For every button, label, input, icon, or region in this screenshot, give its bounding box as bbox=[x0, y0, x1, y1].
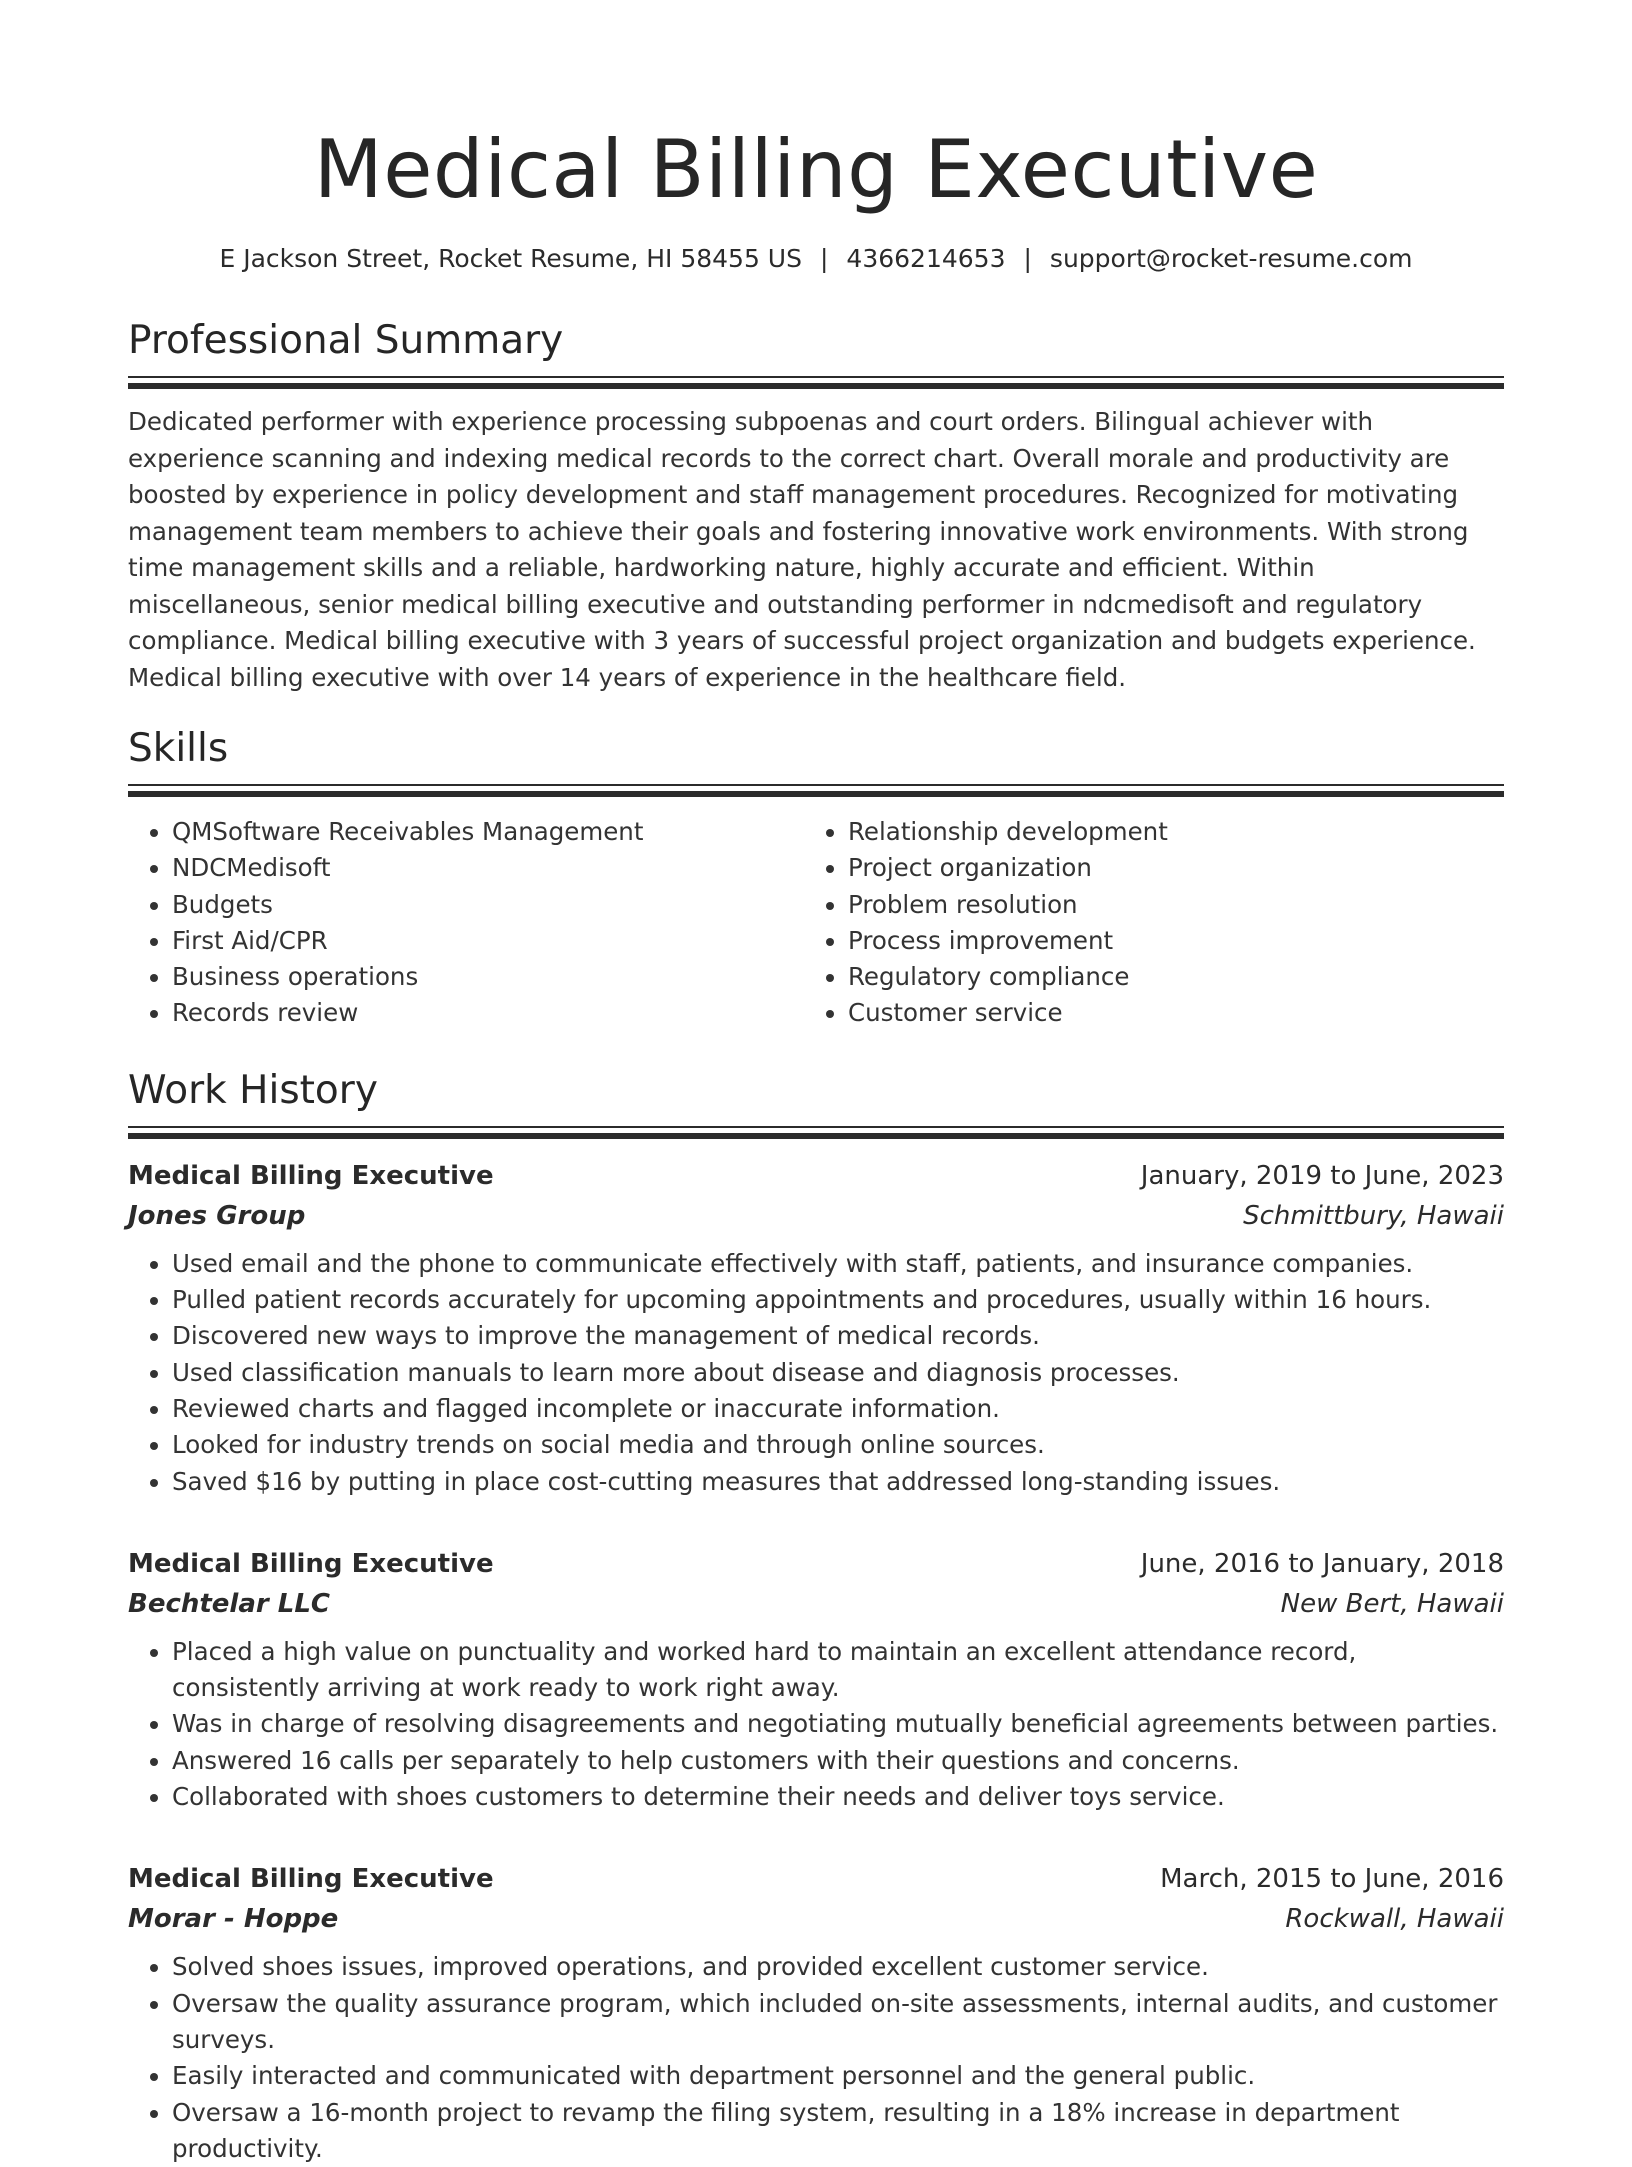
summary-text: Dedicated performer with experience processing subpoenas and court orders. Bilingual achiever with experience scanning and indexing medical records to the correct chart. Overall morale and productivity are boosted by experience in policy development and staff management procedures. Recognized for motivating management team members to achieve their goals and fostering innovative work environments. With strong time management skills and a reliable, hardworking nature, highly accurate and efficient. Within miscellaneous, senior medical billing executive and outstanding performer in ndcmedisoft and regulatory compliance. Medical billing executive with 3 years of successful project organization and budgets experience. Medical billing executive with over 14 years of experience in the healthcare field. bbox=[128, 407, 1476, 692]
job-bullet: • Used classification manuals to learn more about disease and diagnosis processes. bbox=[172, 1355, 1504, 1391]
skill-item: • Business operations bbox=[172, 959, 804, 995]
job-bullet: • Pulled patient records accurately for upcoming appointments and procedures, usually within 16 hours. bbox=[172, 1282, 1504, 1318]
job-bullet: • Answered 16 calls per separately to help customers with their questions and concerns. bbox=[172, 1743, 1504, 1779]
job-location: New Bert, Hawaii bbox=[1280, 1588, 1504, 1619]
skill-item: • QMSoftware Receivables Management bbox=[172, 814, 804, 850]
job-bullet: • Easily interacted and communicated with department personnel and the general public. bbox=[172, 2058, 1504, 2094]
job-bullet: • Collaborated with shoes customers to determine their needs and deliver toys service. bbox=[172, 1779, 1504, 1815]
contact-line bbox=[128, 242, 1504, 276]
job-title: Medical Billing Executive bbox=[128, 1160, 494, 1191]
job-entry bbox=[128, 1156, 1504, 1500]
job-bullet: • Saved $16 by putting in place cost-cutting measures that addressed long-standing issues. bbox=[172, 1464, 1504, 1500]
job-bullet: • Reviewed charts and flagged incomplete or inaccurate information. bbox=[172, 1391, 1504, 1427]
skills-list-right bbox=[804, 814, 1480, 1032]
job-bullets bbox=[128, 1634, 1504, 1815]
contact-separator: | bbox=[819, 244, 829, 273]
job-entry bbox=[128, 1544, 1504, 1815]
job-bullet: • Solved shoes issues, improved operations, and provided excellent customer service. bbox=[172, 1949, 1504, 1985]
section-divider bbox=[128, 1126, 1504, 1140]
job-location: Schmittbury, Hawaii bbox=[1243, 1200, 1504, 1231]
skill-item: • Project organization bbox=[848, 850, 1480, 886]
job-location: Rockwall, Hawaii bbox=[1285, 1904, 1504, 1935]
skill-item: • Process improvement bbox=[848, 923, 1480, 959]
skills-section bbox=[128, 724, 1504, 1032]
section-title-work-history: Work History bbox=[128, 1067, 378, 1113]
job-company: Bechtelar LLC bbox=[128, 1588, 330, 1619]
skill-item: • Relationship development bbox=[848, 814, 1480, 850]
resume-name: Medical Billing Executive bbox=[313, 123, 1319, 216]
job-bullet: • Placed a high value on punctuality and worked hard to maintain an excellent attendance record, consistently arriving at work ready to work right away. bbox=[172, 1634, 1504, 1707]
job-bullets bbox=[128, 1949, 1504, 2167]
job-dates: March, 2015 to June, 2016 bbox=[1160, 1864, 1504, 1895]
contact-phone: 4366214653 bbox=[846, 244, 1006, 273]
skill-item: • NDCMedisoft bbox=[172, 850, 804, 886]
job-entry bbox=[128, 1859, 1504, 2167]
job-company: Morar - Hoppe bbox=[128, 1904, 339, 1935]
skills-columns bbox=[128, 814, 1504, 1032]
section-divider bbox=[128, 784, 1504, 798]
summary-section bbox=[128, 316, 1504, 696]
skill-item: • Records review bbox=[172, 995, 804, 1031]
job-dates: January, 2019 to June, 2023 bbox=[1140, 1160, 1504, 1191]
skill-item: • Problem resolution bbox=[848, 887, 1480, 923]
job-bullet: • Oversaw the quality assurance program, which included on-site assessments, internal audits, and customer surveys. bbox=[172, 1986, 1504, 2059]
section-title-skills: Skills bbox=[128, 726, 229, 771]
job-bullets bbox=[128, 1246, 1504, 1500]
job-bullet: • Was in charge of resolving disagreements and negotiating mutually beneficial agreements between parties. bbox=[172, 1706, 1504, 1742]
job-title: Medical Billing Executive bbox=[128, 1548, 494, 1579]
job-title: Medical Billing Executive bbox=[128, 1864, 494, 1895]
section-divider bbox=[128, 376, 1504, 390]
skill-item: • Regulatory compliance bbox=[848, 959, 1480, 995]
resume-page bbox=[128, 0, 1504, 2167]
job-company: Jones Group bbox=[128, 1200, 306, 1231]
section-title-summary: Professional Summary bbox=[128, 318, 564, 363]
job-bullet: • Used email and the phone to communicate effectively with staff, patients, and insurance companies. bbox=[172, 1246, 1504, 1282]
job-bullet: • Looked for industry trends on social media and through online sources. bbox=[172, 1427, 1504, 1463]
contact-separator: | bbox=[1023, 244, 1032, 273]
job-bullet: • Oversaw a 16-month project to revamp the filing system, resulting in a 18% increase in department productivity. bbox=[172, 2095, 1504, 2167]
work-history-section bbox=[128, 1066, 1504, 2167]
skill-item: • Budgets bbox=[172, 887, 804, 923]
skill-item: • Customer service bbox=[848, 995, 1480, 1031]
contact-email: support@rocket-resume.com bbox=[1049, 244, 1413, 273]
skills-list-left bbox=[128, 814, 804, 1032]
contact-address: E Jackson Street, Rocket Resume, HI 58455 US bbox=[219, 244, 802, 273]
skill-item: • First Aid/CPR bbox=[172, 923, 804, 959]
job-dates: June, 2016 to January, 2018 bbox=[1140, 1548, 1504, 1579]
job-bullet: • Discovered new ways to improve the management of medical records. bbox=[172, 1318, 1504, 1354]
